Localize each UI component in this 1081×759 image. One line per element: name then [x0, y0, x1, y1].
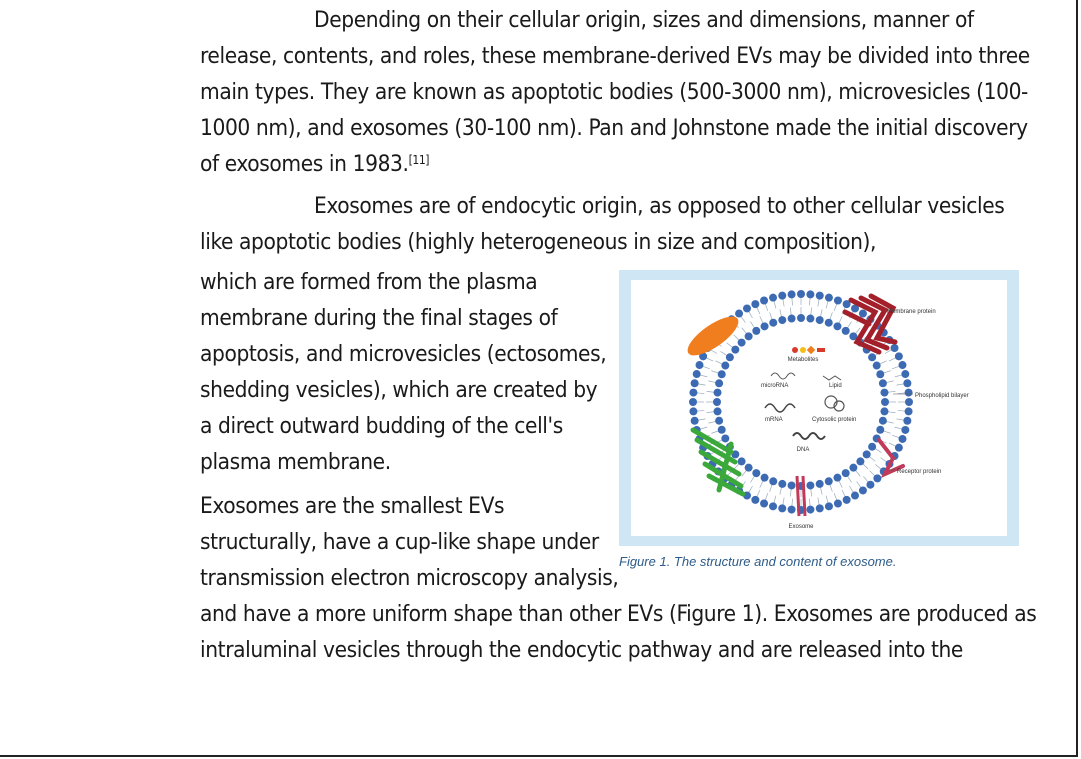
- label-cytosolic-protein: Cytosolic protein: [812, 417, 857, 423]
- outer-lipid-head: [898, 435, 906, 443]
- outer-lipid-head: [751, 496, 759, 504]
- outer-lipid-head: [905, 389, 913, 397]
- outer-lipid-head: [903, 379, 911, 387]
- outer-lipid-head: [901, 370, 909, 378]
- outer-lipid-head: [778, 504, 786, 512]
- inner-lipid-head: [788, 315, 796, 323]
- microrna-icon: [771, 373, 795, 379]
- outer-lipid-head: [806, 290, 814, 298]
- citation-11: [11]: [408, 153, 430, 167]
- inner-lipid-head: [880, 389, 888, 397]
- inner-lipid-head: [769, 319, 777, 327]
- inner-lipid-head: [769, 477, 777, 485]
- inner-lipid-head: [797, 314, 805, 322]
- inner-lipid-head: [873, 362, 881, 370]
- green-transmembrane-protein: [693, 430, 743, 494]
- mrna-icon: [765, 404, 795, 412]
- label-mrna: mRNA: [765, 417, 783, 423]
- inner-lipid-head: [718, 370, 726, 378]
- outer-lipid-head: [895, 444, 903, 452]
- inner-lipid-head: [881, 398, 889, 406]
- inner-lipid-head: [842, 469, 850, 477]
- outer-lipid-head: [689, 398, 697, 406]
- paragraph2-line-3: which are formed from the plasma: [200, 269, 538, 295]
- outer-lipid-head: [769, 294, 777, 302]
- inner-lipid-head: [863, 450, 871, 458]
- channel-stem-2: [803, 476, 805, 516]
- paragraph2-line-7: a direct outward budding of the cell's: [200, 413, 563, 439]
- inner-lipid-head: [879, 379, 887, 387]
- outer-lipid-head: [905, 407, 913, 415]
- outer-lipid-head: [901, 426, 909, 434]
- inner-lipid-head: [879, 417, 887, 425]
- inner-lipid-head: [833, 474, 841, 482]
- inner-lipid-head: [778, 316, 786, 324]
- outer-lipid-head: [689, 407, 697, 415]
- outer-lipid-head: [903, 417, 911, 425]
- outer-lipid-head: [816, 504, 824, 512]
- outer-lipid-head: [891, 344, 899, 352]
- inner-lipid-head: [714, 407, 722, 415]
- inner-lipid-head: [806, 315, 814, 323]
- outer-lipid-head: [825, 294, 833, 302]
- outer-lipid-head: [743, 304, 751, 312]
- outer-lipid-head: [691, 417, 699, 425]
- inner-lipid-head: [856, 457, 864, 465]
- outer-lipid-head: [851, 492, 859, 500]
- outer-lipid-head: [797, 290, 805, 298]
- outer-lipid-head: [898, 361, 906, 369]
- cytosolic-protein-icon: [825, 396, 844, 411]
- inner-lipid-head: [714, 389, 722, 397]
- inner-lipid-head: [806, 481, 814, 489]
- metabolites-icons: [792, 346, 825, 354]
- channel-stem-1: [797, 476, 799, 516]
- outer-lipid-head: [816, 292, 824, 300]
- inner-lipid-head: [715, 417, 723, 425]
- outer-lipid-head: [769, 502, 777, 510]
- figure-1-exosome-diagram: [619, 270, 1019, 546]
- paragraph3-line-4: and have a more uniform shape than other EVs (Figure 1). Exosomes are produced as: [200, 601, 1037, 627]
- inner-lipid-head: [868, 443, 876, 451]
- label-receptor-protein: Receptor protein: [897, 469, 942, 475]
- inner-lipid-head: [825, 319, 833, 327]
- inner-lipid-head: [752, 327, 760, 335]
- inner-lipid-head: [738, 457, 746, 465]
- paragraph2-line-6: shedding vesicles), which are created by: [200, 377, 598, 403]
- paragraph1-line-4: 1000 nm), and exosomes (30-100 nm). Pan and Johnstone made the initial discovery: [200, 115, 1028, 141]
- outer-lipid-head: [691, 379, 699, 387]
- inner-lipid-head: [880, 407, 888, 415]
- outer-lipid-head: [760, 499, 768, 507]
- dna-icon: [793, 433, 825, 439]
- metabolite-yellow-dot: [800, 347, 806, 353]
- membrane-protein-red: [845, 296, 895, 352]
- inner-lipid-head: [726, 353, 734, 361]
- inner-lipid-head: [752, 469, 760, 477]
- label-dna: DNA: [796, 447, 810, 453]
- inner-lipid-head: [876, 370, 884, 378]
- outer-lipid-head: [895, 352, 903, 360]
- inner-lipid-head: [713, 398, 721, 406]
- outer-lipid-head: [873, 474, 881, 482]
- outer-lipid-head: [788, 506, 796, 514]
- outer-lipid-head: [834, 297, 842, 305]
- outer-lipid-head: [859, 486, 867, 494]
- paragraph3-line-2: structurally, have a cup-like shape under: [200, 529, 599, 555]
- paragraph1-line-1: Depending on their cellular origin, sizes and dimensions, manner of: [314, 7, 974, 33]
- inner-lipid-head: [778, 480, 786, 488]
- metabolite-orange-diamond: [807, 346, 815, 354]
- label-phospholipid-bilayer: Phospholipid bilayer: [915, 393, 969, 399]
- paragraph2-line-4: membrane during the final stages of: [200, 305, 558, 331]
- label-metabolites: Metabolites: [787, 357, 819, 363]
- inner-lipid-head: [745, 332, 753, 340]
- inner-lipid-head: [721, 434, 729, 442]
- exosome-diagram-svg: [631, 280, 1007, 536]
- inner-lipid-head: [833, 322, 841, 330]
- outer-lipid-head: [834, 499, 842, 507]
- paragraph1-line-2: release, contents, and roles, these membrane-derived EVs may be divided into three: [200, 43, 1030, 69]
- paragraph2-line-1: Exosomes are of endocytic origin, as opposed to other cellular vesicles: [314, 193, 1005, 219]
- label-membrane-protein: Membrane protein: [887, 309, 936, 315]
- inner-lipid-head: [816, 316, 824, 324]
- paragraph2-line-8: plasma membrane.: [200, 449, 391, 475]
- paragraph2-line-2: like apoptotic bodies (highly heterogeneous in size and composition),: [200, 229, 877, 255]
- inner-lipid-head: [745, 464, 753, 472]
- paragraph1-line-5-text: of exosomes in 1983.: [200, 151, 409, 177]
- inner-lipid-head: [868, 353, 876, 361]
- outer-lipid-head: [693, 370, 701, 378]
- label-microrna: microRNA: [761, 383, 789, 389]
- inner-lipid-head: [718, 426, 726, 434]
- inner-lipid-head: [788, 481, 796, 489]
- metabolite-red-dot: [792, 347, 798, 353]
- lipid-icon: [823, 376, 841, 380]
- figure-1-caption: Figure 1. The structure and content of exosome.: [619, 554, 897, 569]
- outer-lipid-head: [788, 290, 796, 298]
- inner-lipid-head: [825, 477, 833, 485]
- outer-lipid-head: [751, 300, 759, 308]
- metabolite-red-bar: [817, 348, 825, 352]
- label-lipid: Lipid: [829, 383, 842, 389]
- inner-lipid-head: [849, 464, 857, 472]
- inner-lipid-head: [816, 480, 824, 488]
- inner-lipid-head: [842, 327, 850, 335]
- inner-lipid-head: [738, 339, 746, 347]
- inner-lipid-head: [721, 362, 729, 370]
- outer-lipid-head: [866, 481, 874, 489]
- inner-lipid-head: [761, 322, 769, 330]
- paragraph2-line-5: apoptosis, and microvesicles (ectosomes,: [200, 341, 607, 367]
- paragraph3-line-3: transmission electron microscopy analysis,: [200, 565, 619, 591]
- inner-lipid-head: [731, 346, 739, 354]
- outer-lipid-head: [825, 502, 833, 510]
- outer-lipid-head: [806, 506, 814, 514]
- outer-lipid-head: [859, 310, 867, 318]
- outer-lipid-head: [689, 389, 697, 397]
- paragraph1-line-5: [200, 146, 429, 182]
- outer-lipid-head: [760, 297, 768, 305]
- inner-lipid-head: [761, 474, 769, 482]
- label-exosome: Exosome: [788, 524, 814, 530]
- outer-lipid-head: [778, 292, 786, 300]
- outer-lipid-head: [735, 310, 743, 318]
- inner-lipid-head: [715, 379, 723, 387]
- outer-lipid-head: [696, 361, 704, 369]
- outer-lipid-head: [843, 496, 851, 504]
- inner-lipid-head: [876, 426, 884, 434]
- paragraph3-line-1: Exosomes are the smallest EVs: [200, 493, 505, 519]
- outer-lipid-head: [905, 398, 913, 406]
- figure-canvas: [631, 280, 1007, 536]
- paragraph1-line-3: main types. They are known as apoptotic bodies (500-3000 nm), microvesicles (100-: [200, 79, 1028, 105]
- paragraph3-line-5: intraluminal vesicles through the endocytic pathway and are released into the: [200, 637, 963, 663]
